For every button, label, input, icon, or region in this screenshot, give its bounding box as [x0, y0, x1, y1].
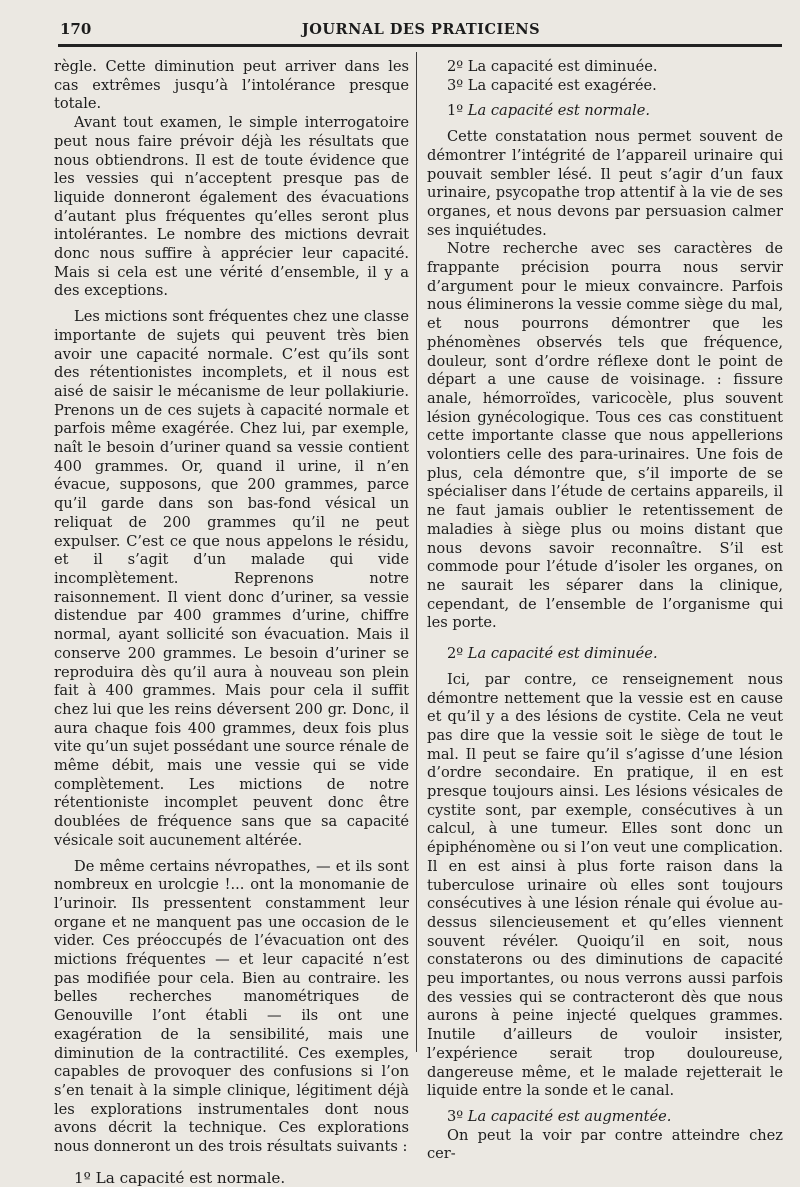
column-divider [416, 52, 417, 1052]
header-rule [58, 44, 782, 47]
section-heading [427, 102, 783, 121]
section-title: La capacité est normale. [467, 102, 650, 120]
list-item: 1º La capacité est normale. [74, 1168, 286, 1187]
paragraph: Avant tout examen, le simple interrogatoire peut nous faire prévoir déjà les résultats que nous obtiendrons. Il est de toute évidence que les vessies qui n’acceptent presque pas de liquide donneront également des évacuations d’autant plus fréquentes qu’elles seront plus intolérantes. Le nombre des mictions devrait donc nous suffire à apprécier leur capacité. Mais si cela est une vérité d’ensemble, il y a des exceptions. [54, 114, 409, 300]
list-item: 2º La capacité est diminuée. [447, 58, 658, 75]
section-heading [427, 645, 783, 664]
paragraph: De même certains névropathes, — et ils sont nombreux en urolcgie !... ont la monomanie de l’urinoir. Ils pressentent constamment leur organe et ne manquent pas une occasion de le vider. Ces préoccupés de l’évacuation ont des mictions fréquentes — et leur capacité n’est pas modifiée pour cela. Bien au contraire. les belles recherches manométriques de Genouville l’ont établi — ils ont une exagération de la sensibilité, mais une diminution de la contractilité. Ces exemples, capables de provoquer des confusions si l’on s’en tenait à la simple clinique, légitiment déjà les explorations instrumentales dont nous avons décrit la technique. Ces explorations nous donneront un des trois résultats suivants : [54, 857, 409, 1156]
paragraph: On peut la voir par contre atteindre chez cer- [427, 1126, 783, 1163]
page-number: 170 [60, 20, 92, 38]
paragraph: Les mictions sont fréquentes chez une classe importante de sujets qui peuvent très bien avoir une capacité normale. C’est qu’ils sont des rétentionistes incomplets, et il nous est aisé de saisir le mécanisme de leur pollakiurie. Prenons un de ces sujets à capacité normale et parfois même exagérée. Chez lui, par exemple, naît le besoin d’uriner quand sa vessie contient 400 grammes. Or, quand il urine, il n’en évacue, supposons, que 200 grammes, parce qu’il garde dans son bas-fond vésical un reliquat de 200 grammes qu’il ne peut expulser. C’est ce que nous appelons le résidu, et il s’agit d’un malade qui vide incomplètement. Reprenons notre raisonnement. Il vient donc d’uriner, sa vessie distendue par 400 grammes d’urine, chiffre normal, ayant sollicité son évacuation. Mais il conserve 200 grammes. Le besoin d’uriner se reproduira dès qu’il aura à nouveau son plein fait à 400 grammes. Mais pour cela il suffit chez lui que les reins déversent 200 gr. Donc, il aura chaque fois 400 grammes, deux fois plus vite qu’un sujet possédant une source rénale de même débit, mais une vessie qui se vide complètement. Les mictions de notre rétentioniste incomplet peuvent donc être doublées de fréquence sans que sa capacité vésicale soit aucunement altérée. [54, 308, 409, 849]
section-number: 1º [447, 102, 464, 120]
running-title: JOURNAL DES PRATICIENS [301, 20, 541, 38]
list-item: 3º La capacité est exagérée. [447, 76, 657, 94]
paragraph: règle. Cette diminution peut arriver dans les cas extrêmes jusqu’à l’intolérance presque totale. [54, 58, 409, 113]
section-title: La capacité est diminuée. [467, 645, 658, 663]
section-heading [427, 1108, 783, 1127]
right-column [427, 58, 783, 1164]
page-header [60, 16, 782, 42]
section-number: 3º [447, 1107, 464, 1125]
paragraph: Ici, par contre, ce renseignement nous démontre nettement que la vessie est en cause et qu’il y a des lésions de cystite. Cela ne veut pas dire que la vessie soit le siège de tout le mal. Il peut se faire qu’il s’agisse d’une lésion d’ordre secondaire. En pratique, il en est presque toujours ainsi. Les lésions vésicales de cystite sont, par exemple, consécutives à un calcul, à une tumeur. Elles sont donc un épiphénomène ou si l’on veut une complication. Il en est ainsi à plus forte raison dans la tuberculose urinaire où elles sont toujours consécutives à une lésion rénale qui évolue au-dessus silencieusement et qu’elles viennent souvent révéler. Quoiqu’il en soit, nous constaterons ou des diminutions de capacité peu importantes, ou nous verrons aussi parfois des vessies qui se contracteront dès que nous aurons à peine injecté quelques grammes. Inutile d’ailleurs de vouloir insister, l’expérience serait trop douloureuse, dangereuse même, et le malade rejetterait le liquide entre la sonde et le canal. [427, 670, 783, 1100]
paragraph: Notre recherche avec ses caractères de frappante précision pourra nous servir d’argument pour le mieux convaincre. Parfois nous éliminerons la vessie comme siège du mal, et nous pourrons démontrer que les phénomènes observés tels que fréquence, douleur, sont d’ordre réflexe dont le point de départ a une cause de voisinage. : fissure anale, hémorroïdes, varicocèle, plus souvent lésion gynécologique. Tous ces cas constituent cette importante classe que nous appellerions volontiers celle des para-urinaires. Une fois de plus, cela démontre que, s’il importe de se spécialiser dans l’étude de certains appareils, il ne faut jamais oublier le retentissement de maladies à siège plus ou moins distant que nous devons savoir reconnaître. S’il est commode pour l’étude d’isoler les organes, on ne saurait les séparer dans la clinique, cependant, de l’ensemble de l’organisme qui les porte. [427, 240, 783, 632]
section-number: 2º [447, 645, 464, 663]
paragraph: Cette constatation nous permet souvent de démontrer l’intégrité de l’appareil urinaire qui pouvait sembler lésé. Il peut s’agir d’un faux urinaire, psycopathe trop attentif à la vie de ses organes, et nous devons par persuasion calmer ses inquiétudes. [427, 128, 783, 239]
section-title: La capacité est augmentée. [467, 1107, 672, 1125]
left-column [54, 58, 409, 1187]
